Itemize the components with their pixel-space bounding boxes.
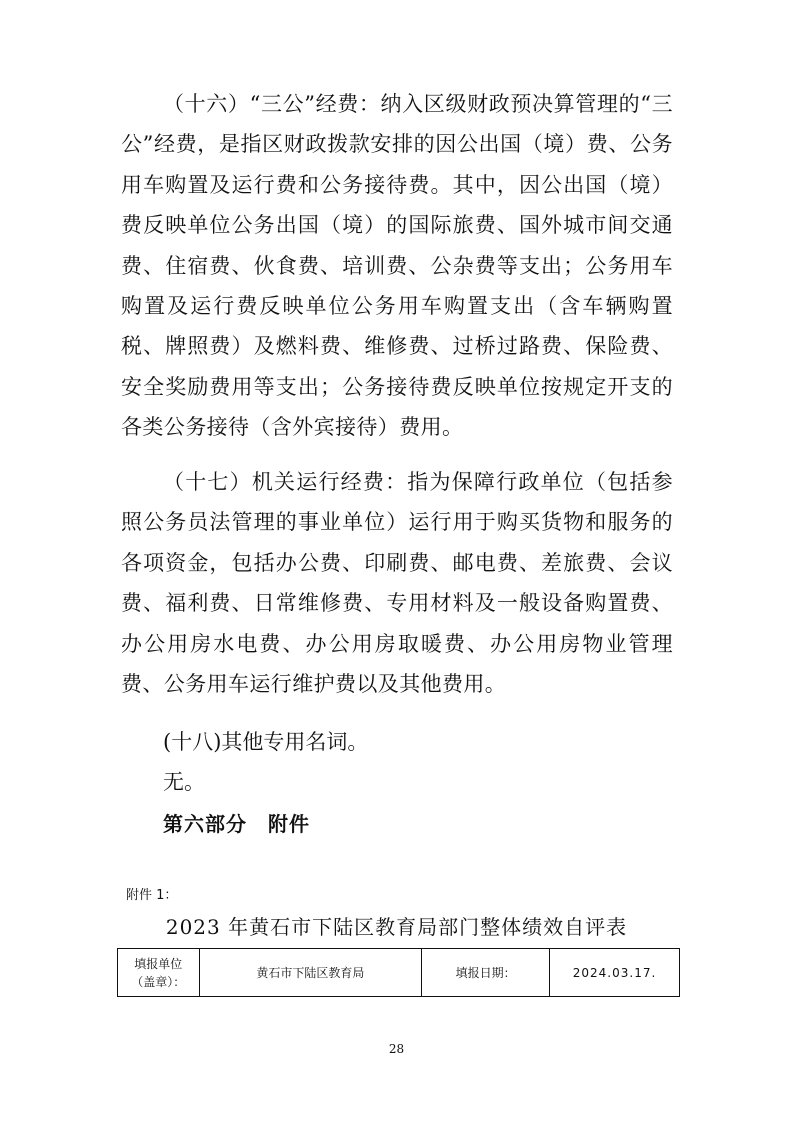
unit-label-cell	[118, 949, 200, 997]
unit-value-cell: 黄石市下陆区教育局	[199, 949, 422, 997]
table-row	[118, 949, 680, 997]
date-label-cell: 填报日期：	[422, 949, 550, 997]
section-heading: 第六部分 附件	[163, 812, 310, 836]
paragraph-none: 无。	[163, 770, 205, 794]
unit-label-line2: （盖章）：	[131, 974, 186, 989]
attachment-label: 附件 1：	[126, 888, 178, 903]
page-number: 28	[388, 1042, 405, 1056]
paragraph-three-public-expenses: （十六）“三公”经费：纳入区级财政预决算管理的“三公”经费，是指区财政拨款安排的因公出国（境）费、公务用车购置及运行费和公务接待费。其中，因公出国（境）费反映单位公务出国（境）的国际旅费、国外城市间交通费、住宿费、伙食费、培训费、公杂费等支出；公务用车购置及运行费反映单位公务用车购置支出（含车辆购置税、牌照费）及燃料费、维修费、过桥过路费、保险费、安全奖励费用等支出；公务接待费反映单位按规定开支的各类公务接待（含外宾接待）费用。	[121, 92, 673, 440]
form-title: 2023 年黄石市下陆区教育局部门整体绩效自评表	[165, 915, 628, 939]
form-header-table	[117, 948, 680, 997]
paragraph-operating-expenses: （十七）机关运行经费：指为保障行政单位（包括参照公务员法管理的事业单位）运行用于购买货物和服务的各项资金，包括办公费、印刷费、邮电费、差旅费、会议费、福利费、日常维修费、专用材料及一般设备购置费、办公用房水电费、办公用房取暖费、办公用房物业管理费、公务用车运行维护费以及其他费用。	[121, 470, 673, 697]
unit-label-line1: 填报单位	[134, 956, 183, 971]
paragraph-other-terms: (十八)其他专用名词。	[163, 730, 369, 754]
date-value-cell: 2024.03.17.	[550, 949, 680, 997]
